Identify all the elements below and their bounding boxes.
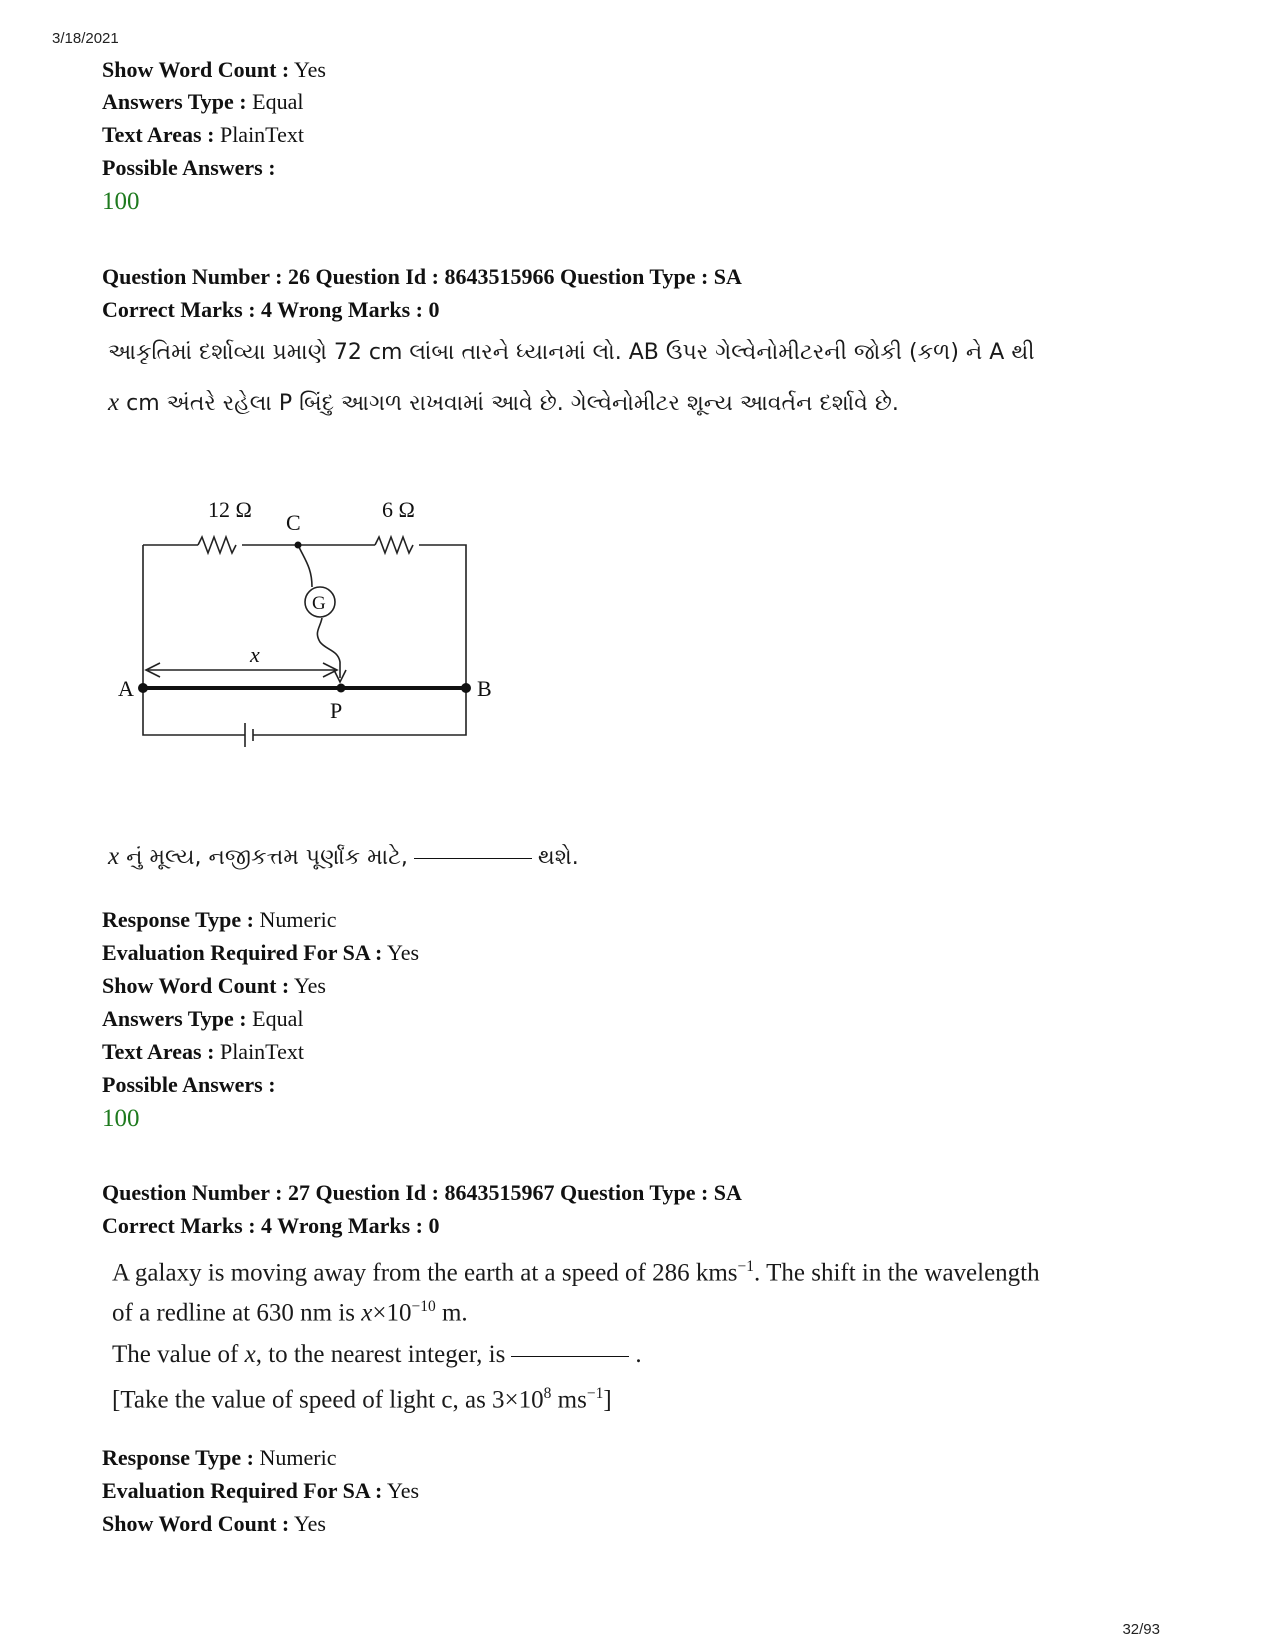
question-header: Question Number : 27 Question Id : 8643515967 Question Type : SA <box>102 1180 742 1205</box>
question-text: A galaxy is moving away from the earth at a speed of 286 kms <box>112 1259 738 1287</box>
field-value: Yes <box>387 1478 420 1503</box>
field-label: Show Word Count : <box>102 1511 290 1536</box>
question-text-line <box>112 1298 468 1327</box>
answer-blank <box>414 857 532 859</box>
field-label: Possible Answers : <box>102 155 276 180</box>
print-date: 3/18/2021 <box>52 30 119 47</box>
variable: x <box>244 1341 256 1368</box>
field-label: Text Areas : <box>102 1039 215 1064</box>
field-value: Yes <box>293 1511 326 1536</box>
question-text: The value of <box>112 1341 245 1368</box>
field-value: Yes <box>293 973 326 998</box>
question-text-line <box>108 378 899 429</box>
resistor-12-label: 12 Ω <box>208 497 252 522</box>
field-label: Evaluation Required For SA : <box>102 940 383 965</box>
field-label: Answers Type : <box>102 89 247 114</box>
point-p-label: P <box>330 698 343 723</box>
field-value: Yes <box>387 940 420 965</box>
question-header: Question Number : 26 Question Id : 8643515966 Question Type : SA <box>102 264 742 289</box>
point-c <box>295 542 302 549</box>
question-text: , to the nearest integer, is <box>255 1341 506 1368</box>
variable: x <box>108 843 120 870</box>
possible-answer-value: 100 <box>102 188 140 215</box>
question-text-line <box>112 1258 1040 1287</box>
field-value: PlainText <box>219 1039 304 1064</box>
field-label: Show Word Count : <box>102 57 290 82</box>
text-areas-row <box>102 1037 304 1067</box>
show-word-count-row <box>102 1509 326 1539</box>
variable: x <box>361 1299 373 1327</box>
response-type-row <box>102 1443 336 1473</box>
variable: x <box>108 389 120 416</box>
question-text: થશે. <box>537 845 579 870</box>
galvanometer-label: G <box>312 593 326 614</box>
field-label: Response Type : <box>102 1445 254 1470</box>
resistor-6-ohm <box>375 537 413 553</box>
question-text: m. <box>435 1299 468 1327</box>
question-text-line <box>112 1341 642 1369</box>
answer-blank <box>511 1355 629 1357</box>
question-text: . <box>635 1341 642 1368</box>
response-type-row <box>102 905 336 935</box>
question-marks: Correct Marks : 4 Wrong Marks : 0 <box>102 297 440 322</box>
answers-type-row <box>102 87 303 117</box>
resistor-6-label: 6 Ω <box>382 497 415 522</box>
wire <box>143 545 245 735</box>
superscript: −1 <box>737 1258 755 1275</box>
question-text: of a redline at 630 nm is <box>112 1299 362 1327</box>
field-label: Evaluation Required For SA : <box>102 1478 383 1503</box>
field-label: Show Word Count : <box>102 973 290 998</box>
field-value: Yes <box>293 57 326 82</box>
field-value: PlainText <box>219 122 304 147</box>
wire <box>253 690 466 735</box>
possible-answer-value: 100 <box>102 1105 140 1132</box>
answers-type-row <box>102 1004 303 1034</box>
wire <box>298 545 312 587</box>
point-b <box>461 683 471 693</box>
wire <box>419 545 466 688</box>
field-label: Text Areas : <box>102 122 215 147</box>
evaluation-required-row <box>102 938 419 968</box>
show-word-count-row <box>102 55 326 85</box>
question-text: [Take the value of speed of light c, as 3×10 <box>112 1386 544 1414</box>
x-label: x <box>250 642 260 667</box>
field-value: Numeric <box>259 907 337 932</box>
point-a <box>138 683 148 693</box>
question-text: . The shift in the wavelength <box>754 1259 1040 1287</box>
question-text-line <box>112 1385 612 1414</box>
question-text: ms <box>551 1386 587 1414</box>
field-label: Response Type : <box>102 907 254 932</box>
resistor-12-ohm <box>198 537 236 553</box>
point-b-label: B <box>477 676 492 701</box>
superscript: −1 <box>586 1385 604 1402</box>
show-word-count-row <box>102 971 326 1001</box>
question-text: cm અંતરે રહેલા P બિંદુ આગળ રાખવામાં આવે છે. ગેલ્વેનોમીટર શૂન્ય આવર્તન દર્શાવે છે. <box>119 391 899 416</box>
question-ask-line <box>108 842 579 873</box>
potentiometer-circuit-diagram <box>100 490 520 790</box>
question-text-line: આકૃતિમાં દર્શાવ્યા પ્રમાણે 72 cm લાંબા તારને ધ્યાનમાં લો. AB ઉપર ગેલ્વેનોમીટરની જોકી (કળ) ને A થી <box>108 340 1035 365</box>
possible-answers-row <box>102 153 276 183</box>
node-c-label: C <box>286 510 301 535</box>
question-text: ] <box>603 1386 612 1414</box>
page-number: 32/93 <box>1122 1621 1160 1638</box>
superscript: 8 <box>543 1385 552 1402</box>
text-areas-row <box>102 120 304 150</box>
point-a-label: A <box>118 676 134 701</box>
superscript: −10 <box>411 1298 436 1315</box>
point-p <box>337 684 346 693</box>
question-text: ×10 <box>372 1299 412 1327</box>
field-label: Possible Answers : <box>102 1072 276 1097</box>
evaluation-required-row <box>102 1476 419 1506</box>
question-marks: Correct Marks : 4 Wrong Marks : 0 <box>102 1213 440 1238</box>
field-label: Answers Type : <box>102 1006 247 1031</box>
question-text: નું મૂલ્ય, નજીકત્તમ પૂર્ણાંક માટે, <box>119 845 408 870</box>
possible-answers-row <box>102 1070 276 1100</box>
field-value: Equal <box>252 1006 304 1031</box>
field-value: Numeric <box>259 1445 337 1470</box>
field-value: Equal <box>252 89 304 114</box>
